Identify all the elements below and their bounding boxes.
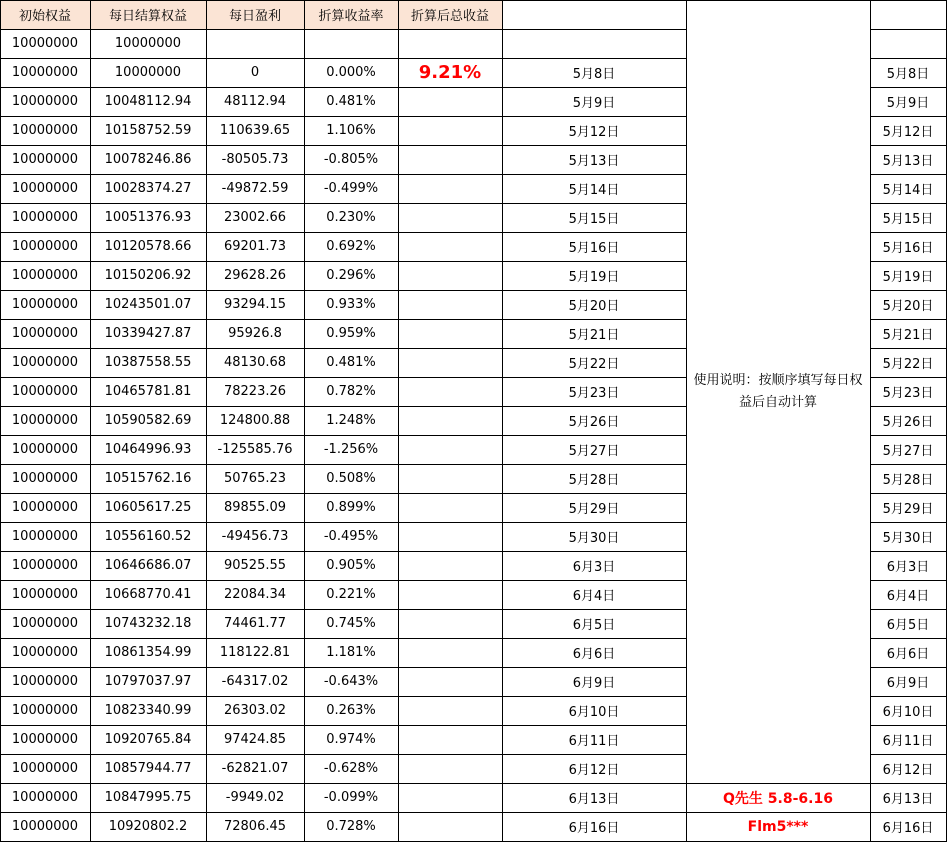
grid-line [870,261,947,262]
cell-settle[interactable]: 10605617.25 [104,500,192,515]
cell-settle[interactable]: 10590582.69 [104,413,192,428]
cell-rate[interactable]: 0.905% [326,558,376,573]
cell-date[interactable]: 6月13日 [568,792,620,807]
cell-date-right[interactable]: 5月27日 [882,444,934,459]
cell-rate[interactable]: 0.481% [326,94,376,109]
cell-profit[interactable]: -9949.02 [225,790,285,805]
cell-date-right[interactable]: 5月22日 [882,357,934,372]
cell-date[interactable]: 6月5日 [572,618,616,633]
grid-line [870,522,947,523]
grid-line [0,348,687,349]
cell-date-right[interactable]: 5月23日 [882,386,934,401]
grid-line [0,58,687,59]
cell-rate[interactable]: 0.692% [326,239,376,254]
grid-line [0,696,687,697]
cell-rate[interactable]: 0.933% [326,297,376,312]
cell-date[interactable]: 6月3日 [572,560,616,575]
grid-line [870,232,947,233]
cell-date[interactable]: 5月19日 [568,270,620,285]
cell-rate[interactable]: 0.221% [326,587,376,602]
cell-rate[interactable]: 0.000% [326,65,376,80]
cell-rate[interactable]: 0.959% [326,326,376,341]
cell-date-right[interactable]: 6月3日 [886,560,930,575]
cell-initial[interactable]: 10000000 [11,268,79,283]
cell-date[interactable]: 5月15日 [568,212,620,227]
cell-rate[interactable]: 0.782% [326,384,376,399]
cell-initial[interactable]: 10000000 [11,558,79,573]
cell-rate[interactable]: -1.256% [323,442,379,457]
grid-line [0,754,687,755]
grid-line [870,290,947,291]
grid-line [870,58,947,59]
cell-initial[interactable]: 10000000 [11,732,79,747]
cell-rate[interactable]: 0.899% [326,500,376,515]
cell-settle[interactable]: 10857944.77 [104,761,192,776]
cell-date[interactable]: 5月26日 [568,415,620,430]
cell-date-right[interactable]: 5月30日 [882,531,934,546]
grid-line [870,812,947,813]
grid-line [0,551,687,552]
grid-line [870,783,947,784]
cell-profit[interactable]: 93294.15 [223,297,287,312]
cell-settle[interactable]: 10387558.55 [104,355,192,370]
cell-rate[interactable]: -0.805% [323,152,379,167]
grid-line [870,493,947,494]
cell-date[interactable]: 5月30日 [568,531,620,546]
cell-initial[interactable]: 10000000 [11,761,79,776]
cell-date[interactable]: 6月12日 [568,763,620,778]
cell-date-right[interactable]: 6月12日 [882,763,934,778]
cell-profit[interactable]: 78223.26 [223,384,287,399]
cell-settle[interactable]: 10920802.2 [108,819,188,834]
cell-settle[interactable]: 10028374.27 [104,181,192,196]
grid-line [0,667,687,668]
cell-profit[interactable]: 22084.34 [223,587,287,602]
cell-rate[interactable]: 0.508% [326,471,376,486]
cell-profit[interactable]: 72806.45 [223,819,287,834]
grid-line [686,841,871,842]
cell-settle[interactable]: 10150206.92 [104,268,192,283]
cell-initial[interactable]: 10000000 [11,297,79,312]
cell-profit[interactable]: 90525.55 [223,558,287,573]
cell-settle[interactable]: 10797037.97 [104,674,192,689]
cell-rate[interactable]: 1.181% [326,645,376,660]
grid-line [0,812,687,813]
cell-date-right[interactable]: 5月29日 [882,502,934,517]
cell-settle[interactable]: 10646686.07 [104,558,192,573]
grid-line [0,0,1,842]
grid-line [870,174,947,175]
cell-settle[interactable]: 10243501.07 [104,297,192,312]
cell-date-right[interactable]: 6月6日 [886,647,930,662]
cell-date-right[interactable]: 6月16日 [882,821,934,836]
grid-line [502,0,503,842]
cell-initial[interactable]: 10000000 [11,500,79,515]
grid-line [0,29,687,30]
cell-settle[interactable]: 10861354.99 [104,645,192,660]
grid-line [0,609,687,610]
cell-date-right[interactable]: 5月15日 [882,212,934,227]
cell-settle[interactable]: 10515762.16 [104,471,192,486]
total-return-value[interactable]: 9.21% [418,62,482,83]
cell-initial[interactable]: 10000000 [11,36,79,51]
signature-line1[interactable]: Q先生 5.8-6.16 [723,790,833,807]
cell-date-right[interactable]: 6月13日 [882,792,934,807]
cell-rate[interactable]: -0.628% [323,761,379,776]
cell-rate[interactable]: 1.248% [326,413,376,428]
grid-line [0,290,687,291]
cell-profit[interactable]: 29628.26 [223,268,287,283]
cell-settle[interactable]: 10920765.84 [104,732,192,747]
cell-profit[interactable]: -62821.07 [221,761,289,776]
cell-profit[interactable]: -49456.73 [221,529,289,544]
grid-line [0,435,687,436]
cell-date-right[interactable]: 6月9日 [886,676,930,691]
grid-line [870,0,947,1]
cell-settle[interactable]: 10823340.99 [104,703,192,718]
cell-rate[interactable]: 0.481% [326,355,376,370]
grid-line [870,435,947,436]
grid-line [870,609,947,610]
usage-note[interactable]: 使用说明：按顺序填写每日权益后自动计算 [693,372,863,410]
cell-rate[interactable]: -0.495% [323,529,379,544]
grid-line [686,783,871,784]
grid-line [206,0,207,842]
header-settle[interactable]: 每日结算权益 [90,0,206,29]
cell-settle[interactable]: 10556160.52 [104,529,192,544]
cell-date-right[interactable]: 6月4日 [886,589,930,604]
cell-date-right[interactable]: 5月13日 [882,154,934,169]
grid-line [0,0,687,1]
cell-settle[interactable]: 10743232.18 [104,616,192,631]
cell-initial[interactable]: 10000000 [11,674,79,689]
cell-date[interactable]: 5月27日 [568,444,620,459]
cell-rate[interactable]: 0.974% [326,732,376,747]
cell-initial[interactable]: 10000000 [11,94,79,109]
cell-initial[interactable]: 10000000 [11,442,79,457]
grid-line [0,406,687,407]
cell-initial[interactable]: 10000000 [11,384,79,399]
grid-line [870,580,947,581]
grid-line [870,841,947,842]
cell-settle[interactable]: 10339427.87 [104,326,192,341]
cell-rate[interactable]: 0.745% [326,616,376,631]
cell-date[interactable]: 5月20日 [568,299,620,314]
cell-initial[interactable]: 10000000 [11,65,79,80]
cell-date-right[interactable]: 5月20日 [882,299,934,314]
cell-profit[interactable]: 110639.65 [219,123,291,138]
grid-line [0,841,687,842]
cell-date-right[interactable]: 5月8日 [886,67,930,82]
grid-line [870,667,947,668]
cell-settle[interactable]: 10078246.86 [104,152,192,167]
grid-line [0,87,687,88]
cell-profit[interactable]: 48130.68 [223,355,287,370]
grid-line [0,580,687,581]
cell-date[interactable]: 5月8日 [572,67,616,82]
cell-profit[interactable]: 118122.81 [219,645,291,660]
grid-line [870,638,947,639]
cell-date[interactable]: 5月13日 [568,154,620,169]
cell-profit[interactable]: 69201.73 [223,239,287,254]
cell-settle[interactable]: 10120578.66 [104,239,192,254]
header-total[interactable]: 折算后总收益 [398,0,502,29]
cell-date[interactable]: 5月14日 [568,183,620,198]
grid-line [870,145,947,146]
cell-settle[interactable]: 10668770.41 [104,587,192,602]
cell-profit[interactable]: 74461.77 [223,616,287,631]
grid-line [0,261,687,262]
grid-line [0,377,687,378]
cell-date[interactable]: 5月28日 [568,473,620,488]
cell-initial[interactable]: 10000000 [11,703,79,718]
cell-profit[interactable]: -125585.76 [217,442,293,457]
grid-line [870,203,947,204]
grid-line [870,464,947,465]
grid-line [0,319,687,320]
cell-initial[interactable]: 10000000 [11,471,79,486]
cell-settle[interactable]: 10464996.93 [104,442,192,457]
cell-initial[interactable]: 10000000 [11,587,79,602]
grid-line [0,203,687,204]
cell-date-right[interactable]: 5月14日 [882,183,934,198]
cell-settle[interactable]: 10000000 [114,36,182,51]
grid-line [0,783,687,784]
cell-date-right[interactable]: 5月12日 [882,125,934,140]
cell-date[interactable]: 5月12日 [568,125,620,140]
cell-initial[interactable]: 10000000 [11,181,79,196]
cell-profit[interactable]: 97424.85 [223,732,287,747]
cell-date[interactable]: 5月23日 [568,386,620,401]
cell-date[interactable]: 6月4日 [572,589,616,604]
grid-line [90,0,91,842]
cell-initial[interactable]: 10000000 [11,123,79,138]
grid-line [398,0,399,842]
cell-initial[interactable]: 10000000 [11,645,79,660]
cell-profit[interactable]: 0 [250,65,260,80]
cell-initial[interactable]: 10000000 [11,239,79,254]
cell-rate[interactable]: 0.728% [326,819,376,834]
cell-date[interactable]: 6月10日 [568,705,620,720]
cell-rate[interactable]: 0.263% [326,703,376,718]
cell-date-right[interactable]: 5月21日 [882,328,934,343]
cell-initial[interactable]: 10000000 [11,790,79,805]
grid-line [870,116,947,117]
cell-date-right[interactable]: 5月16日 [882,241,934,256]
grid-line [870,348,947,349]
cell-rate[interactable]: -0.099% [323,790,379,805]
grid-line [870,696,947,697]
grid-line [0,493,687,494]
cell-initial[interactable]: 10000000 [11,616,79,631]
cell-profit[interactable]: 23002.66 [223,210,287,225]
cell-profit[interactable]: -64317.02 [221,674,289,689]
cell-rate[interactable]: -0.499% [323,181,379,196]
grid-line [870,319,947,320]
cell-date-right[interactable]: 5月26日 [882,415,934,430]
grid-line [686,812,871,813]
cell-date[interactable]: 6月9日 [572,676,616,691]
cell-date[interactable]: 5月16日 [568,241,620,256]
header-initial[interactable]: 初始权益 [0,0,90,29]
cell-date-right[interactable]: 6月10日 [882,705,934,720]
cell-date[interactable]: 6月11日 [568,734,620,749]
cell-date[interactable]: 5月9日 [572,96,616,111]
grid-line [870,551,947,552]
grid-line [870,0,871,842]
grid-line [0,638,687,639]
grid-line [0,116,687,117]
cell-profit[interactable]: 124800.88 [219,413,291,428]
cell-date[interactable]: 5月22日 [568,357,620,372]
cell-date-right[interactable]: 6月11日 [882,734,934,749]
grid-line [870,29,947,30]
cell-settle[interactable]: 10158752.59 [104,123,192,138]
signature-line2[interactable]: Flm5*** [747,818,809,835]
cell-profit[interactable]: -49872.59 [221,181,289,196]
cell-date[interactable]: 5月21日 [568,328,620,343]
cell-rate[interactable]: 0.296% [326,268,376,283]
cell-date-right[interactable]: 5月28日 [882,473,934,488]
grid-line [870,377,947,378]
cell-profit[interactable]: 50765.23 [223,471,287,486]
cell-date[interactable]: 6月16日 [568,821,620,836]
grid-line [0,174,687,175]
grid-line [870,87,947,88]
grid-line [686,0,871,1]
cell-initial[interactable]: 10000000 [11,152,79,167]
cell-date-right[interactable]: 5月9日 [886,96,930,111]
cell-profit[interactable]: 48112.94 [223,94,287,109]
grid-line [0,522,687,523]
cell-initial[interactable]: 10000000 [11,413,79,428]
cell-settle[interactable]: 10048112.94 [104,94,192,109]
cell-settle[interactable]: 10000000 [114,65,182,80]
cell-settle[interactable]: 10465781.81 [104,384,192,399]
grid-line [304,0,305,842]
header-rate[interactable]: 折算收益率 [304,0,398,29]
cell-date[interactable]: 5月29日 [568,502,620,517]
cell-date[interactable]: 6月6日 [572,647,616,662]
cell-initial[interactable]: 10000000 [11,355,79,370]
grid-line [870,406,947,407]
cell-initial[interactable]: 10000000 [11,210,79,225]
cell-profit[interactable]: 89855.09 [223,500,287,515]
cell-profit[interactable]: 95926.8 [228,326,282,341]
grid-line [0,464,687,465]
cell-date-right[interactable]: 6月5日 [886,618,930,633]
grid-line [870,725,947,726]
cell-profit[interactable]: 26303.02 [223,703,287,718]
cell-initial[interactable]: 10000000 [11,326,79,341]
cell-date-right[interactable]: 5月19日 [882,270,934,285]
grid-line [0,232,687,233]
grid-line [0,725,687,726]
cell-rate[interactable]: 0.230% [326,210,376,225]
grid-line [0,145,687,146]
cell-initial[interactable]: 10000000 [11,819,79,834]
cell-settle[interactable]: 10847995.75 [104,790,192,805]
grid-line [870,754,947,755]
cell-settle[interactable]: 10051376.93 [104,210,192,225]
cell-profit[interactable]: -80505.73 [221,152,289,167]
cell-rate[interactable]: -0.643% [323,674,379,689]
grid-line [686,0,687,842]
cell-initial[interactable]: 10000000 [11,529,79,544]
cell-rate[interactable]: 1.106% [326,123,376,138]
header-profit[interactable]: 每日盈利 [206,0,304,29]
